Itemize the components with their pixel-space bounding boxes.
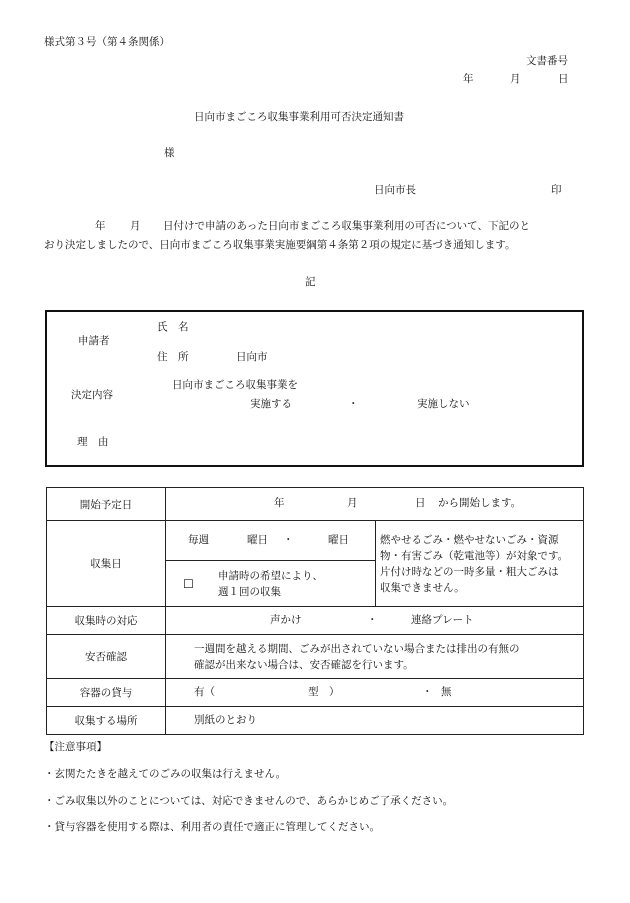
weekly-separator: ・ (283, 534, 294, 546)
issuer-name: 日向市長 (374, 184, 416, 196)
collection-day-label: 収集日 (47, 521, 166, 607)
location-cell (166, 707, 584, 735)
collection-note-cell (376, 521, 584, 607)
addressee-suffix: 様 (164, 147, 175, 159)
body-line2-text: おり決定しましたので、日向市まごころ収集事業実施要綱第４条第２項の規定に基づき通知します。 (44, 239, 516, 251)
safety-text-line: 確認が出来ない場合は、安否確認を行います。 (194, 658, 414, 671)
form-number: 様式第３号（第４条関係） (44, 36, 170, 48)
collection-day-row-1 (47, 521, 584, 561)
response-cell (166, 607, 584, 635)
start-day-label: 日 (415, 497, 426, 509)
name-label: 氏 名 (157, 321, 189, 333)
option-implement: 実施する (250, 398, 292, 410)
option-not-implement: 実施しない (417, 398, 470, 410)
request-line-1: 申請時の希望により、 (218, 570, 323, 582)
start-date-row (47, 488, 584, 521)
weekly-request-checkbox[interactable]: ☐ (183, 577, 194, 591)
response-option-plate: 連絡プレート (411, 614, 474, 626)
document-number-label: 文書番号 (526, 55, 568, 67)
collection-note-line: 物・有害ごみ（乾電池等）が対象です。 (380, 549, 569, 562)
response-label: 収集時の対応 (47, 607, 166, 635)
start-date-label: 開始予定日 (47, 488, 166, 521)
notes-header: 【注意事項】 (44, 741, 107, 753)
container-type: 型 ） (308, 686, 340, 698)
collection-table (46, 487, 584, 735)
weekly-prefix: 毎週 (188, 534, 209, 546)
weekly-day2: 曜日 (328, 534, 349, 546)
note-item: ・玄関たたきを越えてのごみの収集は行えません。 (44, 768, 287, 780)
container-separator: ・ (422, 686, 433, 698)
container-cell (166, 679, 584, 707)
weekly-day1: 曜日 (247, 534, 268, 546)
container-no: 無 (441, 686, 452, 698)
container-row (47, 679, 584, 707)
date-year-label: 年 (463, 73, 474, 85)
request-line-2: 週１回の収集 (218, 586, 281, 598)
address-label: 住 所 (157, 351, 189, 363)
safety-cell (166, 635, 584, 679)
reason-label: 理 由 (77, 436, 109, 448)
container-label: 容器の貸与 (47, 679, 166, 707)
applicant-label: 申請者 (78, 335, 110, 347)
safety-label: 安否確認 (47, 635, 166, 679)
decision-label: 決定内容 (71, 389, 113, 401)
safety-row (47, 635, 584, 679)
location-value: 別紙のとおり (194, 714, 257, 726)
page-title: 日向市まごころ収集事業利用可否決定通知書 (194, 111, 404, 123)
collection-note-line: 燃やせるごみ・燃やせないごみ・資源 (380, 533, 559, 546)
safety-text-line: 一週間を越える期間、ごみが出されていない場合または排出の有無の (194, 642, 520, 655)
request-cell (166, 561, 376, 607)
note-item: ・貸与容器を使用する際は、利用者の責任で適正に管理してください。 (44, 821, 380, 833)
location-label: 収集する場所 (47, 707, 166, 735)
start-date-cell (166, 488, 584, 521)
response-separator: ・ (367, 614, 378, 626)
weekly-cell (166, 521, 376, 561)
ki-label: 記 (305, 276, 316, 288)
collection-note-line: 収集できません。 (380, 581, 465, 594)
decision-box (45, 310, 584, 467)
seal-mark: 印 (551, 184, 562, 196)
address-value: 日向市 (236, 351, 268, 363)
start-suffix: から開始します。 (438, 497, 522, 509)
decision-text: 日向市まごころ収集事業を (172, 379, 298, 391)
container-yes: 有（ (194, 686, 215, 698)
option-separator: ・ (348, 398, 359, 410)
start-month-label: 月 (347, 497, 358, 509)
response-row (47, 607, 584, 635)
note-item: ・ごみ収集以外のことについては、対応できませんので、あらかじめご了承ください。 (44, 795, 454, 807)
start-year-label: 年 (274, 497, 285, 509)
body-line1-text: 日付けで申請のあった日向市まごころ収集事業利用の可否について、下記のと (163, 220, 530, 232)
location-row (47, 707, 584, 735)
response-option-voice: 声かけ (270, 614, 302, 626)
date-day-label: 日 (558, 73, 569, 85)
date-month-label: 月 (510, 73, 521, 85)
body-year: 年 (95, 220, 106, 232)
collection-note-line: 片付け時などの一時多量・粗大ごみは (380, 565, 559, 578)
body-month: 月 (130, 220, 141, 232)
